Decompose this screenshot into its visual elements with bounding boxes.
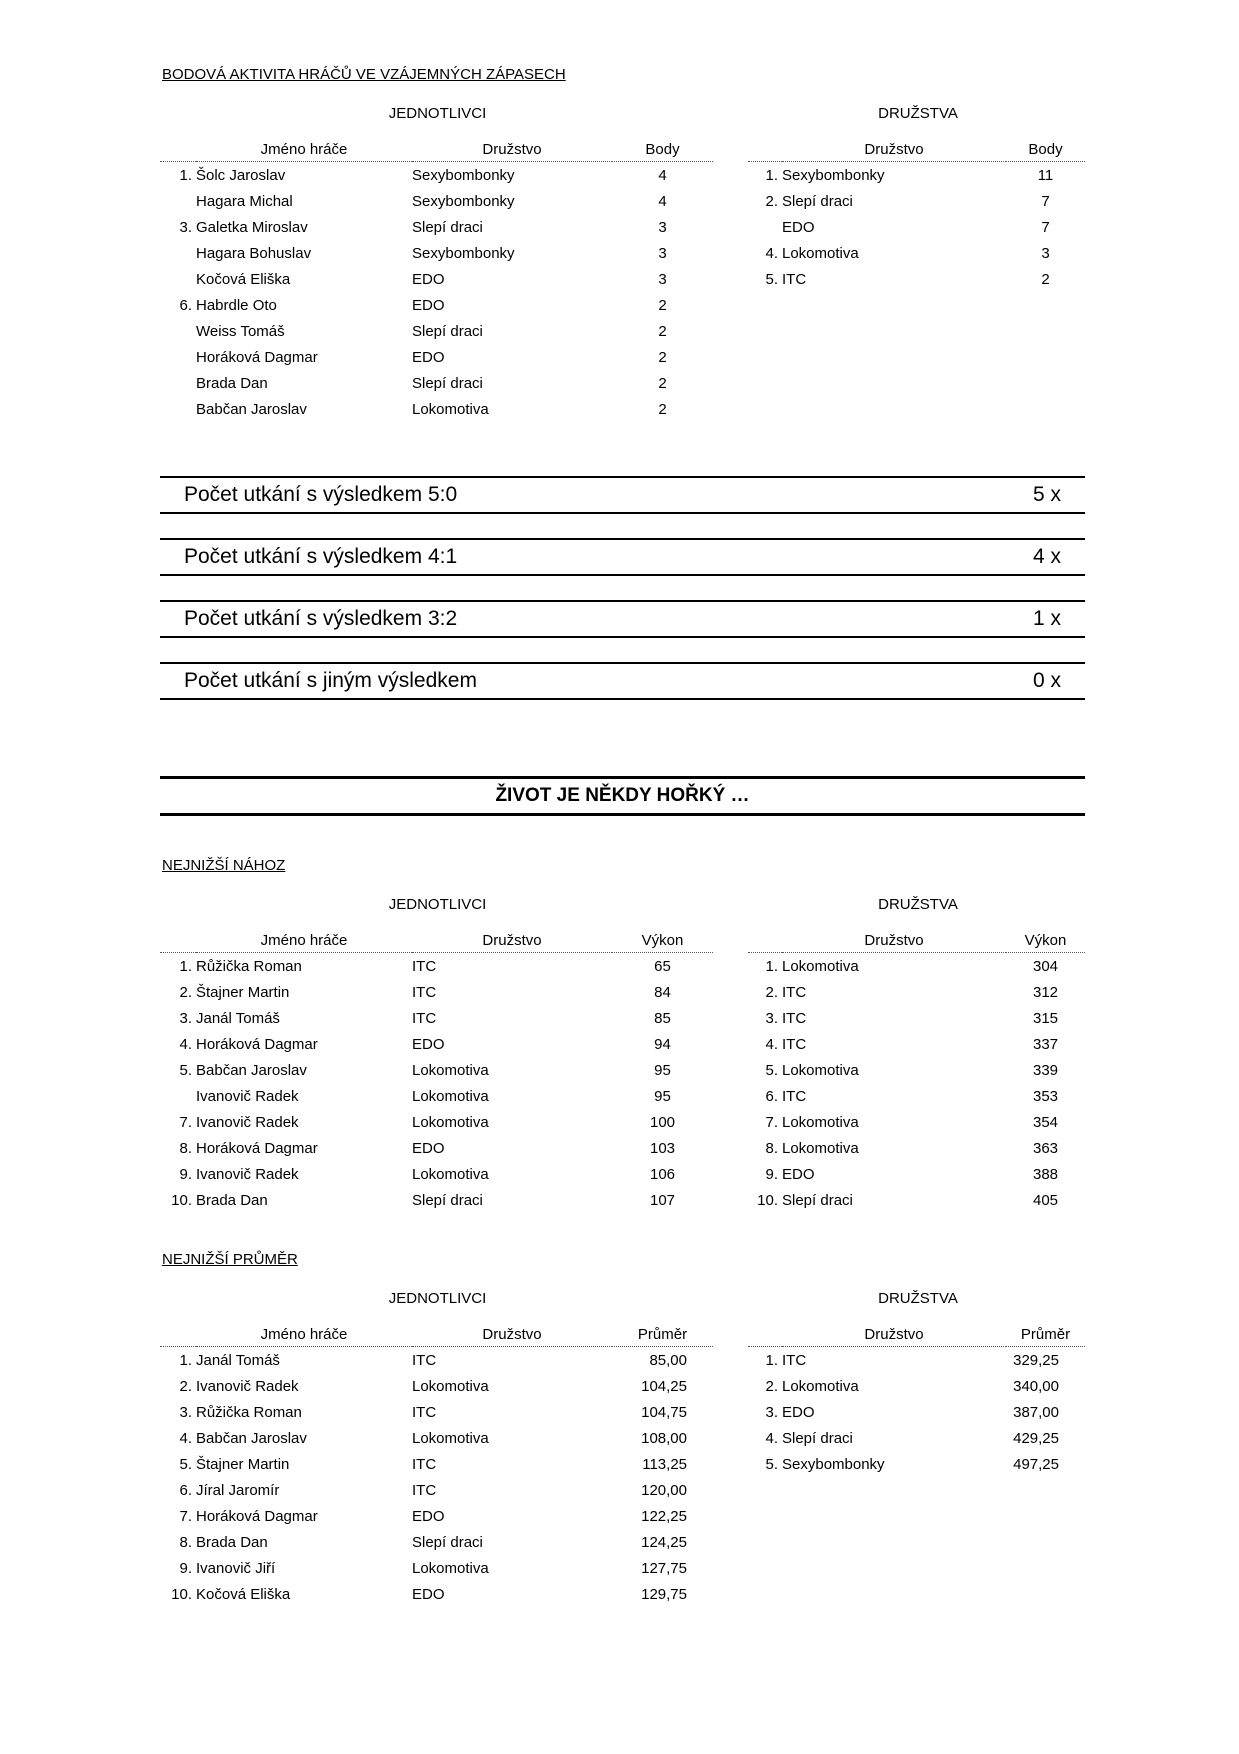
- value-cell: 429,25: [1013, 1429, 1059, 1447]
- table-row: [748, 1187, 1085, 1213]
- rank-cell: 2.: [765, 1377, 778, 1395]
- team-cell: ITC: [782, 1035, 807, 1053]
- table-row: [748, 1005, 1085, 1031]
- table-row: [160, 1555, 713, 1581]
- team-cell: EDO: [782, 1403, 815, 1421]
- team-cell: Lokomotiva: [412, 1377, 489, 1395]
- value-cell: 122,25: [641, 1507, 687, 1525]
- team-cell: Lokomotiva: [412, 400, 489, 418]
- col-header-team: Družstvo: [412, 928, 612, 953]
- table-row: [748, 1161, 1085, 1187]
- table-row: [748, 240, 1085, 266]
- teams-label: DRUŽSTVA: [878, 1290, 958, 1307]
- team-cell: EDO: [412, 1507, 445, 1525]
- rank-cell: 4.: [765, 1035, 778, 1053]
- value-cell: 2: [658, 374, 667, 392]
- section-title-lowest-average: NEJNIŽŠÍ PRŮMĚR: [162, 1251, 298, 1268]
- individuals-label: JEDNOTLIVCI: [388, 105, 487, 122]
- result-count-row: [160, 662, 1085, 700]
- value-cell: 304: [1032, 957, 1059, 975]
- col-header-player: Jméno hráče: [196, 1322, 412, 1347]
- team-cell: Lokomotiva: [412, 1429, 489, 1447]
- player-cell: Ivanovič Radek: [196, 1165, 299, 1183]
- table-row: [748, 1425, 1085, 1451]
- rank-cell: 8.: [765, 1139, 778, 1157]
- value-cell: 2: [658, 348, 667, 366]
- player-cell: Habrdle Oto: [196, 296, 277, 314]
- team-cell: Sexybombonky: [782, 166, 885, 184]
- rank-cell: 5.: [179, 1061, 192, 1079]
- table-row: [160, 266, 713, 292]
- rank-cell: 2.: [765, 192, 778, 210]
- table-row: [748, 1057, 1085, 1083]
- team-cell: EDO: [412, 1585, 445, 1603]
- col-header-team: Družstvo: [782, 928, 1006, 953]
- rank-cell: 6.: [179, 296, 192, 314]
- rank-cell: 4.: [179, 1035, 192, 1053]
- value-cell: 84: [654, 983, 671, 1001]
- player-cell: Kočová Eliška: [196, 270, 291, 288]
- table-row: [160, 318, 713, 344]
- value-cell: 405: [1032, 1191, 1059, 1209]
- table-row: [160, 1161, 713, 1187]
- rank-cell: 5.: [765, 1455, 778, 1473]
- team-cell: ITC: [782, 270, 807, 288]
- rank-cell: [160, 318, 196, 344]
- result-label: Počet utkání s jiným výsledkem: [184, 669, 477, 692]
- team-cell: EDO: [782, 1165, 815, 1183]
- team-cell: Lokomotiva: [412, 1061, 489, 1079]
- col-header-value: Body: [612, 137, 713, 162]
- rank-cell: 1.: [765, 957, 778, 975]
- player-cell: Jíral Jaromír: [196, 1481, 280, 1499]
- player-cell: Růžička Roman: [196, 1403, 302, 1421]
- table-row: [160, 1187, 713, 1213]
- player-cell: Ivanovič Jiří: [196, 1559, 276, 1577]
- team-cell: Lokomotiva: [412, 1087, 489, 1105]
- player-cell: Weiss Tomáš: [196, 322, 285, 340]
- value-cell: 94: [654, 1035, 671, 1053]
- value-cell: 120,00: [641, 1481, 687, 1499]
- player-cell: Brada Dan: [196, 1191, 268, 1209]
- player-cell: Brada Dan: [196, 374, 268, 392]
- team-cell: Sexybombonky: [412, 192, 515, 210]
- player-cell: Babčan Jaroslav: [196, 1061, 307, 1079]
- team-cell: Slepí draci: [412, 218, 483, 236]
- team-cell: Slepí draci: [412, 1191, 483, 1209]
- col-header-team: Družstvo: [412, 137, 612, 162]
- table-row: [160, 162, 713, 189]
- rank-cell: 2.: [765, 983, 778, 1001]
- lowest-throw-individuals-table: [160, 928, 713, 1213]
- table-row: [160, 1109, 713, 1135]
- team-cell: Lokomotiva: [782, 1061, 859, 1079]
- rank-cell: 7.: [179, 1113, 192, 1131]
- rank-cell: [160, 370, 196, 396]
- table-row: [748, 266, 1085, 292]
- team-cell: Lokomotiva: [412, 1113, 489, 1131]
- value-cell: 103: [649, 1139, 676, 1157]
- table-row: [748, 1399, 1085, 1425]
- rank-cell: 6.: [179, 1481, 192, 1499]
- team-cell: EDO: [412, 296, 445, 314]
- team-cell: Slepí draci: [412, 322, 483, 340]
- lowest-throw-teams-table: [748, 928, 1085, 1213]
- col-header-value: Průměr: [612, 1322, 713, 1347]
- team-cell: Lokomotiva: [412, 1559, 489, 1577]
- player-cell: Hagara Bohuslav: [196, 244, 312, 262]
- value-cell: 2: [658, 322, 667, 340]
- rank-cell: 4.: [765, 1429, 778, 1447]
- team-cell: EDO: [782, 218, 815, 236]
- value-cell: 3: [1041, 244, 1050, 262]
- value-cell: 3: [658, 244, 667, 262]
- rank-cell: 2.: [179, 1377, 192, 1395]
- team-cell: EDO: [412, 270, 445, 288]
- player-cell: Ivanovič Radek: [196, 1113, 299, 1131]
- team-cell: Lokomotiva: [782, 1139, 859, 1157]
- table-row: [160, 1347, 713, 1374]
- player-cell: Horáková Dagmar: [196, 1139, 318, 1157]
- rank-cell: 3.: [179, 1403, 192, 1421]
- player-cell: Janál Tomáš: [196, 1009, 280, 1027]
- value-cell: 113,25: [642, 1455, 687, 1473]
- value-cell: 312: [1032, 983, 1059, 1001]
- table-row: [748, 979, 1085, 1005]
- player-cell: Janál Tomáš: [196, 1351, 280, 1369]
- value-cell: 387,00: [1013, 1403, 1059, 1421]
- table-row: [160, 1057, 713, 1083]
- value-cell: 124,25: [641, 1533, 687, 1551]
- result-count-row: [160, 600, 1085, 638]
- rank-cell: 10.: [171, 1585, 192, 1603]
- player-cell: Horáková Dagmar: [196, 1507, 318, 1525]
- team-cell: EDO: [412, 348, 445, 366]
- table-row: [160, 1529, 713, 1555]
- table-row: [160, 396, 713, 422]
- player-cell: Hagara Michal: [196, 192, 293, 210]
- result-label: Počet utkání s výsledkem 4:1: [184, 545, 458, 568]
- rank-cell: 3.: [765, 1403, 778, 1421]
- value-cell: 108,00: [641, 1429, 687, 1447]
- table-row: [748, 953, 1085, 980]
- team-cell: Sexybombonky: [412, 166, 515, 184]
- rank-cell: 9.: [179, 1165, 192, 1183]
- value-cell: 104,75: [641, 1403, 687, 1421]
- col-header-team: Družstvo: [782, 1322, 1006, 1347]
- table-row: [748, 1031, 1085, 1057]
- result-label: Počet utkání s výsledkem 5:0: [184, 483, 458, 506]
- value-cell: 104,25: [641, 1377, 687, 1395]
- table-row: [160, 240, 713, 266]
- table-row: [160, 1031, 713, 1057]
- rank-cell: 4.: [765, 244, 778, 262]
- value-cell: 85,00: [649, 1351, 687, 1369]
- lowest-average-individuals-table: [160, 1322, 713, 1607]
- team-cell: EDO: [412, 1035, 445, 1053]
- rank-cell: 1.: [179, 957, 192, 975]
- rank-cell: 1.: [179, 166, 192, 184]
- value-cell: 2: [658, 296, 667, 314]
- team-cell: ITC: [782, 1087, 807, 1105]
- col-header-value: Průměr: [1006, 1322, 1085, 1347]
- rank-cell: 5.: [765, 1061, 778, 1079]
- rank-cell: [160, 1083, 196, 1109]
- value-cell: 4: [658, 192, 667, 210]
- team-cell: Lokomotiva: [782, 1113, 859, 1131]
- team-cell: ITC: [412, 1351, 437, 1369]
- points-teams-table: [748, 137, 1085, 292]
- rank-cell: [748, 214, 782, 240]
- value-cell: 388: [1032, 1165, 1059, 1183]
- value-cell: 3: [658, 270, 667, 288]
- table-row: [160, 344, 713, 370]
- teams-label: DRUŽSTVA: [878, 896, 958, 913]
- rank-cell: 3.: [765, 1009, 778, 1027]
- col-header-value: Body: [1006, 137, 1085, 162]
- section-title-points: BODOVÁ AKTIVITA HRÁČŮ VE VZÁJEMNÝCH ZÁPASECH: [162, 66, 566, 83]
- rank-cell: [160, 240, 196, 266]
- value-cell: 4: [658, 166, 667, 184]
- rank-cell: 2.: [179, 983, 192, 1001]
- table-row: [160, 188, 713, 214]
- table-row: [160, 1135, 713, 1161]
- value-cell: 315: [1032, 1009, 1059, 1027]
- table-row: [160, 1005, 713, 1031]
- col-header-team: Družstvo: [412, 1322, 612, 1347]
- teams-label: DRUŽSTVA: [878, 105, 958, 122]
- table-row: [160, 1373, 713, 1399]
- player-cell: Babčan Jaroslav: [196, 400, 307, 418]
- value-cell: 363: [1032, 1139, 1059, 1157]
- section-title-lowest-throw: NEJNIŽŠÍ NÁHOZ: [162, 857, 286, 874]
- table-row: [748, 1451, 1085, 1477]
- team-cell: Slepí draci: [782, 1191, 853, 1209]
- team-cell: Sexybombonky: [782, 1455, 885, 1473]
- team-cell: EDO: [412, 1139, 445, 1157]
- rank-cell: 7.: [765, 1113, 778, 1131]
- team-cell: ITC: [782, 1009, 807, 1027]
- lowest-average-teams-table: [748, 1322, 1085, 1477]
- value-cell: 354: [1032, 1113, 1059, 1131]
- value-cell: 2: [1041, 270, 1050, 288]
- individuals-label: JEDNOTLIVCI: [388, 1290, 487, 1307]
- value-cell: 95: [654, 1061, 671, 1079]
- value-cell: 340,00: [1013, 1377, 1059, 1395]
- team-cell: Lokomotiva: [782, 1377, 859, 1395]
- value-cell: 100: [649, 1113, 676, 1131]
- value-cell: 2: [658, 400, 667, 418]
- result-count: 4 x: [1032, 545, 1061, 568]
- result-count-row: [160, 538, 1085, 576]
- team-cell: Slepí draci: [782, 1429, 853, 1447]
- rank-cell: 8.: [179, 1533, 192, 1551]
- table-row: [160, 1477, 713, 1503]
- value-cell: 329,25: [1013, 1351, 1059, 1369]
- rank-cell: [160, 188, 196, 214]
- table-row: [748, 188, 1085, 214]
- col-header-player: Jméno hráče: [196, 137, 412, 162]
- rank-cell: 7.: [179, 1507, 192, 1525]
- player-cell: Ivanovič Radek: [196, 1087, 299, 1105]
- table-row: [748, 162, 1085, 189]
- value-cell: 106: [649, 1165, 676, 1183]
- rank-cell: 3.: [179, 1009, 192, 1027]
- result-label: Počet utkání s výsledkem 3:2: [184, 607, 458, 630]
- table-row: [748, 214, 1085, 240]
- table-row: [160, 1503, 713, 1529]
- value-cell: 11: [1037, 166, 1054, 184]
- player-cell: Horáková Dagmar: [196, 348, 318, 366]
- table-row: [160, 953, 713, 980]
- value-cell: 7: [1041, 218, 1050, 236]
- team-cell: Slepí draci: [412, 374, 483, 392]
- player-cell: Šolc Jaroslav: [196, 166, 286, 184]
- value-cell: 127,75: [641, 1559, 687, 1577]
- value-cell: 7: [1041, 192, 1050, 210]
- table-row: [160, 370, 713, 396]
- player-cell: Růžička Roman: [196, 957, 302, 975]
- player-cell: Babčan Jaroslav: [196, 1429, 307, 1447]
- value-cell: 337: [1032, 1035, 1059, 1053]
- value-cell: 353: [1032, 1087, 1059, 1105]
- col-header-player: Jméno hráče: [196, 928, 412, 953]
- table-row: [748, 1109, 1085, 1135]
- table-row: [160, 1425, 713, 1451]
- table-row: [748, 1373, 1085, 1399]
- rank-cell: 5.: [765, 270, 778, 288]
- team-cell: Slepí draci: [782, 192, 853, 210]
- value-cell: 3: [658, 218, 667, 236]
- rank-cell: 9.: [179, 1559, 192, 1577]
- player-cell: Štajner Martin: [196, 1455, 290, 1473]
- table-row: [160, 1399, 713, 1425]
- table-row: [160, 1451, 713, 1477]
- table-row: [748, 1083, 1085, 1109]
- player-cell: Kočová Eliška: [196, 1585, 291, 1603]
- team-cell: ITC: [782, 1351, 807, 1369]
- value-cell: 129,75: [641, 1585, 687, 1603]
- value-cell: 65: [654, 957, 671, 975]
- team-cell: ITC: [412, 1009, 437, 1027]
- rank-cell: 1.: [765, 166, 778, 184]
- table-row: [748, 1135, 1085, 1161]
- rank-cell: [160, 396, 196, 422]
- table-row: [160, 214, 713, 240]
- table-row: [160, 1581, 713, 1607]
- value-cell: 95: [654, 1087, 671, 1105]
- team-cell: Lokomotiva: [412, 1165, 489, 1183]
- value-cell: 497,25: [1013, 1455, 1059, 1473]
- rank-cell: 1.: [179, 1351, 192, 1369]
- rank-cell: 10.: [171, 1191, 192, 1209]
- rank-cell: 1.: [765, 1351, 778, 1369]
- player-cell: Galetka Miroslav: [196, 218, 308, 236]
- value-cell: 107: [649, 1191, 676, 1209]
- rank-cell: [160, 344, 196, 370]
- col-header-value: Výkon: [612, 928, 713, 953]
- rank-cell: 8.: [179, 1139, 192, 1157]
- rank-cell: [160, 266, 196, 292]
- table-row: [160, 292, 713, 318]
- result-count: 5 x: [1032, 483, 1061, 506]
- value-cell: 339: [1032, 1061, 1059, 1079]
- team-cell: Lokomotiva: [782, 957, 859, 975]
- team-cell: Lokomotiva: [782, 244, 859, 262]
- rank-cell: 9.: [765, 1165, 778, 1183]
- team-cell: ITC: [412, 1455, 437, 1473]
- player-cell: Brada Dan: [196, 1533, 268, 1551]
- rank-cell: 10.: [757, 1191, 778, 1209]
- team-cell: ITC: [782, 983, 807, 1001]
- rank-cell: 3.: [179, 218, 192, 236]
- table-row: [160, 979, 713, 1005]
- player-cell: Štajner Martin: [196, 983, 290, 1001]
- table-row: [160, 1083, 713, 1109]
- section-banner: ŽIVOT JE NĚKDY HOŘKÝ …: [160, 776, 1085, 816]
- value-cell: 85: [654, 1009, 671, 1027]
- team-cell: ITC: [412, 983, 437, 1001]
- result-count: 0 x: [1032, 669, 1061, 692]
- team-cell: Slepí draci: [412, 1533, 483, 1551]
- rank-cell: 6.: [765, 1087, 778, 1105]
- rank-cell: 5.: [179, 1455, 192, 1473]
- team-cell: Sexybombonky: [412, 244, 515, 262]
- player-cell: Horáková Dagmar: [196, 1035, 318, 1053]
- team-cell: ITC: [412, 957, 437, 975]
- table-row: [748, 1347, 1085, 1374]
- team-cell: ITC: [412, 1481, 437, 1499]
- individuals-label: JEDNOTLIVCI: [388, 896, 487, 913]
- rank-cell: 4.: [179, 1429, 192, 1447]
- col-header-team: Družstvo: [782, 137, 1006, 162]
- points-individuals-table: [160, 137, 713, 422]
- result-count-row: [160, 476, 1085, 514]
- col-header-value: Výkon: [1006, 928, 1085, 953]
- team-cell: ITC: [412, 1403, 437, 1421]
- player-cell: Ivanovič Radek: [196, 1377, 299, 1395]
- result-count: 1 x: [1032, 607, 1061, 630]
